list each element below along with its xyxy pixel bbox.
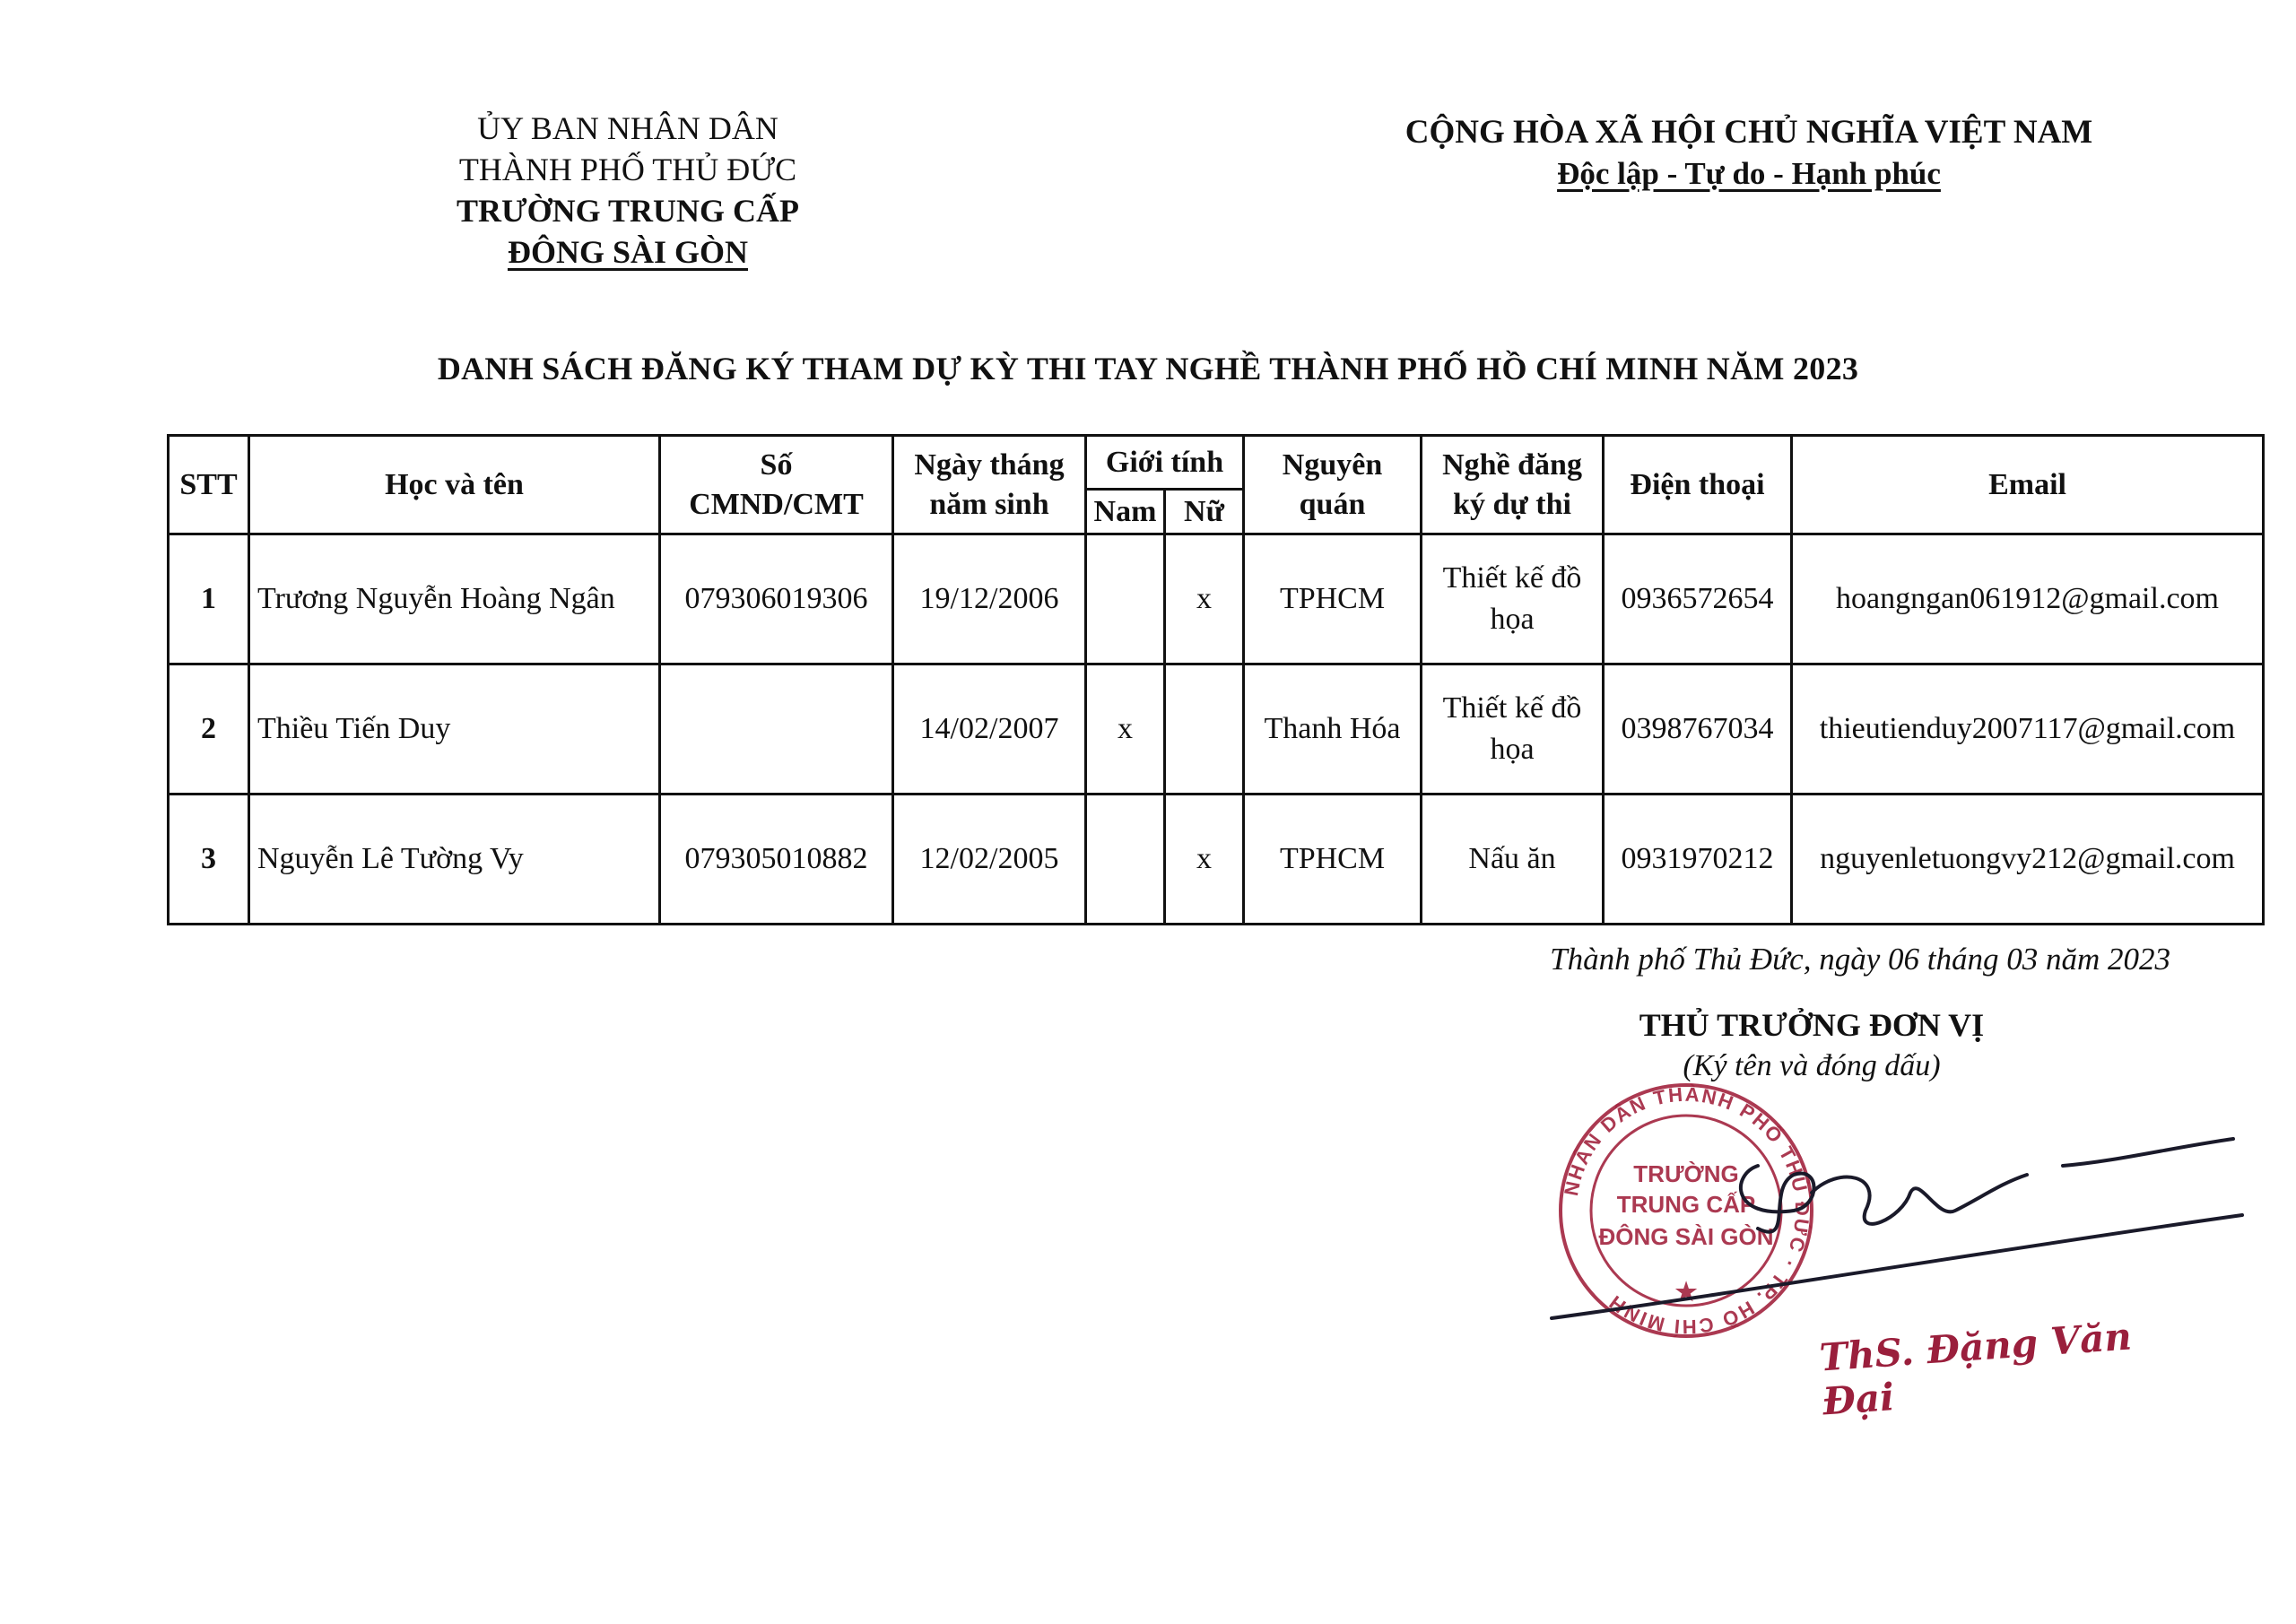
- table-row: [169, 664, 2264, 795]
- table-row: [169, 795, 2264, 925]
- header-male: Nam: [1086, 490, 1165, 534]
- header-id-line-2: CMND/CMT: [689, 487, 864, 521]
- issuer-line-1: ỦY BAN NHÂN DÂN: [477, 110, 778, 146]
- cell-dob: 12/02/2005: [893, 795, 1086, 925]
- cell-trade: Thiết kế đồ họa: [1422, 534, 1604, 664]
- issuer-line-3: TRƯỜNG TRUNG CẤP: [456, 193, 799, 229]
- cell-trade: Nấu ăn: [1422, 795, 1604, 925]
- seal-line-1: TRƯỜNG: [1633, 1160, 1739, 1187]
- table-row: [169, 534, 2264, 664]
- cell-dob: 14/02/2007: [893, 664, 1086, 795]
- cell-female: x: [1165, 534, 1244, 664]
- header-dob-line-2: năm sinh: [929, 487, 1049, 521]
- cell-email: nguyenletuongvy212@gmail.com: [1792, 795, 2264, 925]
- seal-line-3: ĐÔNG SÀI GÒN: [1598, 1223, 1774, 1250]
- cell-male: [1086, 534, 1165, 664]
- cell-stt: 1: [169, 534, 249, 664]
- cell-male: x: [1086, 664, 1165, 795]
- header-gender: Giới tính: [1086, 436, 1244, 490]
- cell-trade: Thiết kế đồ họa: [1422, 664, 1604, 795]
- document-title: DANH SÁCH ĐĂNG KÝ THAM DỰ KỲ THI TAY NGHỀ THÀNH PHỐ HỒ CHÍ MINH NĂM 2023: [437, 351, 1859, 386]
- registration-table: [167, 434, 2265, 925]
- cell-name: Trương Nguyễn Hoàng Ngân: [249, 534, 660, 664]
- cell-male: [1086, 795, 1165, 925]
- header-name: Học và tên: [249, 436, 660, 534]
- signer-role: THỦ TRƯỞNG ĐƠN VỊ: [1639, 1007, 1985, 1043]
- cell-id: 079306019306: [660, 534, 893, 664]
- cell-phone: 0936572654: [1604, 534, 1792, 664]
- cell-id: [660, 664, 893, 795]
- header-dob-line-1: Ngày tháng: [914, 447, 1065, 482]
- cell-female: x: [1165, 795, 1244, 925]
- seal-line-2: TRUNG CẤP: [1616, 1191, 1756, 1218]
- cell-name: Thiều Tiến Duy: [249, 664, 660, 795]
- cell-name: Nguyễn Lê Tường Vy: [249, 795, 660, 925]
- header-hometown: [1244, 436, 1422, 534]
- cell-hometown: TPHCM: [1244, 795, 1422, 925]
- signer-name: ThS. Đặng Văn Đại: [1818, 1314, 2134, 1424]
- issuer-line-4: ĐÔNG SÀI GÒN: [507, 234, 749, 270]
- header-id-line-1: Số: [760, 447, 793, 482]
- header-stt: STT: [169, 436, 249, 534]
- cell-phone: 0398767034: [1604, 664, 1792, 795]
- cell-email: thieutienduy2007117@gmail.com: [1792, 664, 2264, 795]
- header-id: [660, 436, 893, 534]
- header-hometown-line-2: quán: [1299, 487, 1366, 521]
- header-trade-line-1: Nghề đăng: [1442, 447, 1582, 482]
- header-phone: Điện thoại: [1604, 436, 1792, 534]
- seal-outer-text: NHÂN DÂN THÀNH PHỐ THỦ ĐỨC · TP. HỒ CHÍ MINH: [1560, 1082, 1814, 1339]
- motto: Độc lập - Tự do - Hạnh phúc: [1557, 156, 1941, 191]
- issuer-block: [377, 108, 879, 273]
- header-hometown-line-1: Nguyên: [1282, 447, 1383, 482]
- header-trade-line-2: ký dự thi: [1453, 487, 1571, 521]
- sign-note: (Ký tên và đóng dấu): [1683, 1049, 1941, 1082]
- cell-female: [1165, 664, 1244, 795]
- header-trade: [1422, 436, 1604, 534]
- header-email: Email: [1792, 436, 2264, 534]
- cell-stt: 3: [169, 795, 249, 925]
- cell-dob: 19/12/2006: [893, 534, 1086, 664]
- cell-hometown: TPHCM: [1244, 534, 1422, 664]
- handwritten-signature: [1525, 1112, 2260, 1345]
- national-motto-block: [1345, 112, 2152, 195]
- cell-id: 079305010882: [660, 795, 893, 925]
- country-name: CỘNG HÒA XÃ HỘI CHỦ NGHĨA VIỆT NAM: [1405, 114, 2093, 151]
- header-dob: [893, 436, 1086, 534]
- issuer-line-2: THÀNH PHỐ THỦ ĐỨC: [458, 152, 797, 187]
- cell-email: hoangngan061912@gmail.com: [1792, 534, 2264, 664]
- header-female: Nữ: [1165, 490, 1244, 534]
- cell-phone: 0931970212: [1604, 795, 1792, 925]
- cell-hometown: Thanh Hóa: [1244, 664, 1422, 795]
- signing-date: Thành phố Thủ Đức, ngày 06 tháng 03 năm 2023: [1550, 942, 2170, 977]
- cell-stt: 2: [169, 664, 249, 795]
- svg-text:★: ★: [1674, 1278, 1698, 1306]
